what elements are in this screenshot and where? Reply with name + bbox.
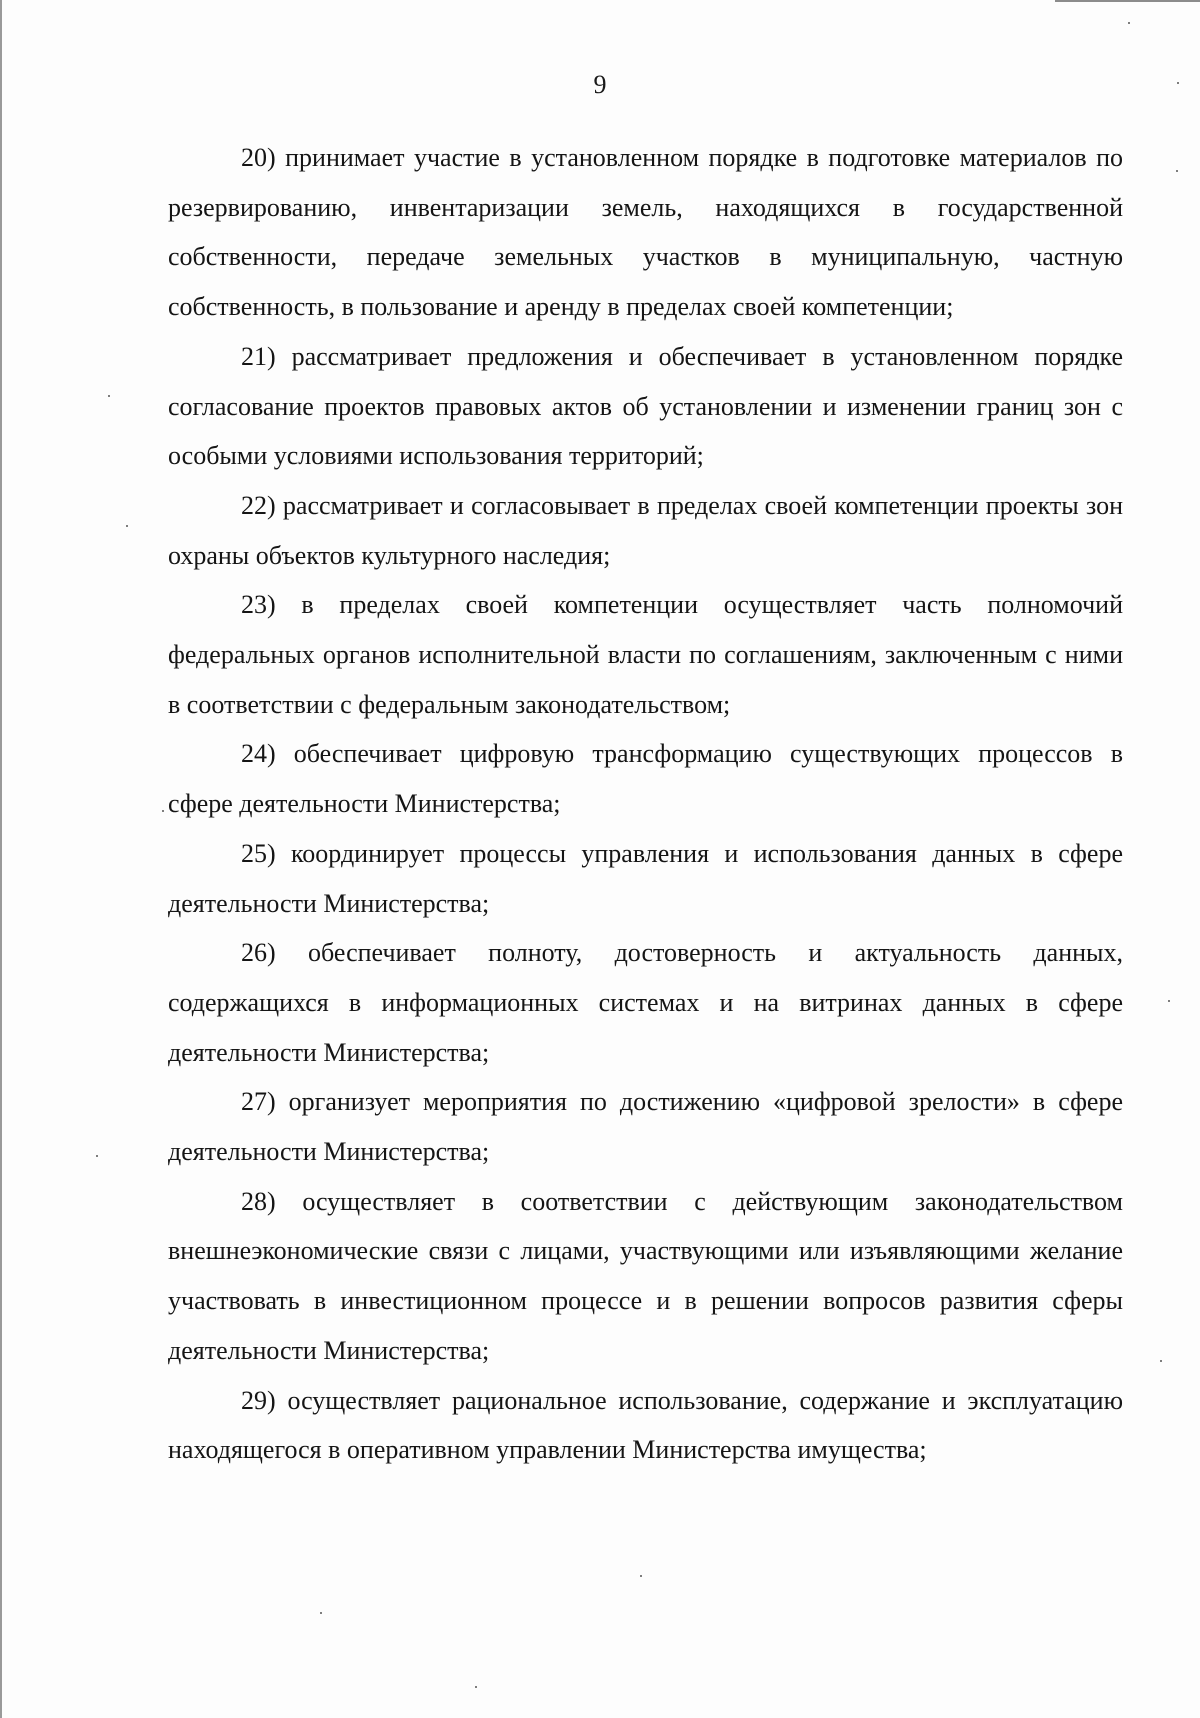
scan-speck — [320, 1612, 322, 1614]
scan-top-rule — [1055, 0, 1200, 2]
paragraph-item-20: 20) принимает участие в установленном порядке в подготовке материалов по резервированию, инвентаризации земель, находящихся в государственной собственности, передаче земельных участков в муниципальную, частную собственность, в пользование и аренду в пределах своей компетенции; — [168, 143, 1123, 322]
paragraph-item-25: 25) координирует процессы управления и использования данных в сфере деятельности Министерства; — [168, 838, 1123, 918]
page-number: 9 — [593, 70, 607, 99]
scan-left-edge — [0, 0, 2, 1718]
scan-speck — [108, 395, 110, 397]
paragraph-item-23: 23) в пределах своей компетенции осуществляет часть полномочий федеральных органов исполнительной власти по соглашениям, заключенным с ними в соответствии с федеральным законодательством; — [168, 590, 1123, 719]
paragraph-item-22: 22) рассматривает и согласовывает в пределах своей компетенции проекты зон охраны объектов культурного наследия; — [168, 490, 1123, 570]
paragraph-item-29: 29) осуществляет рациональное использование, содержание и эксплуатацию находящегося в оперативном управлении Министерства имущества; — [168, 1385, 1123, 1465]
paragraph-item-27: 27) организует мероприятия по достижению «цифровой зрелости» в сфере деятельности Министерства; — [168, 1087, 1123, 1167]
scan-speck — [162, 810, 164, 812]
paragraph-item-28: 28) осуществляет в соответствии с действующим законодательством внешнеэкономические связи с лицами, участвующими или изъявляющими желание участвовать в инвестиционном процессе и в решении вопросов развития сферы деятельности Министерства; — [168, 1186, 1123, 1365]
document-body — [168, 133, 1123, 1475]
scan-speck — [475, 1686, 477, 1688]
scan-speck — [640, 1575, 642, 1577]
scan-speck — [96, 1155, 98, 1157]
scan-speck — [1128, 22, 1130, 24]
scan-speck — [1176, 170, 1178, 172]
scan-speck — [1177, 82, 1179, 84]
paragraph-item-21: 21) рассматривает предложения и обеспечивает в установленном порядке согласование проектов правовых актов об установлении и изменении границ зон с особыми условиями использования территорий; — [168, 341, 1123, 471]
scan-speck — [1160, 1360, 1162, 1362]
scan-speck — [1168, 1000, 1170, 1002]
paragraph-item-26: 26) обеспечивает полноту, достоверность и актуальность данных, содержащихся в информационных системах и на витринах данных в сфере деятельности Министерства; — [168, 938, 1123, 1067]
scan-speck — [126, 525, 128, 527]
paragraph-item-24: 24) обеспечивает цифровую трансформацию существующих процессов в сфере деятельности Министерства; — [168, 739, 1123, 819]
